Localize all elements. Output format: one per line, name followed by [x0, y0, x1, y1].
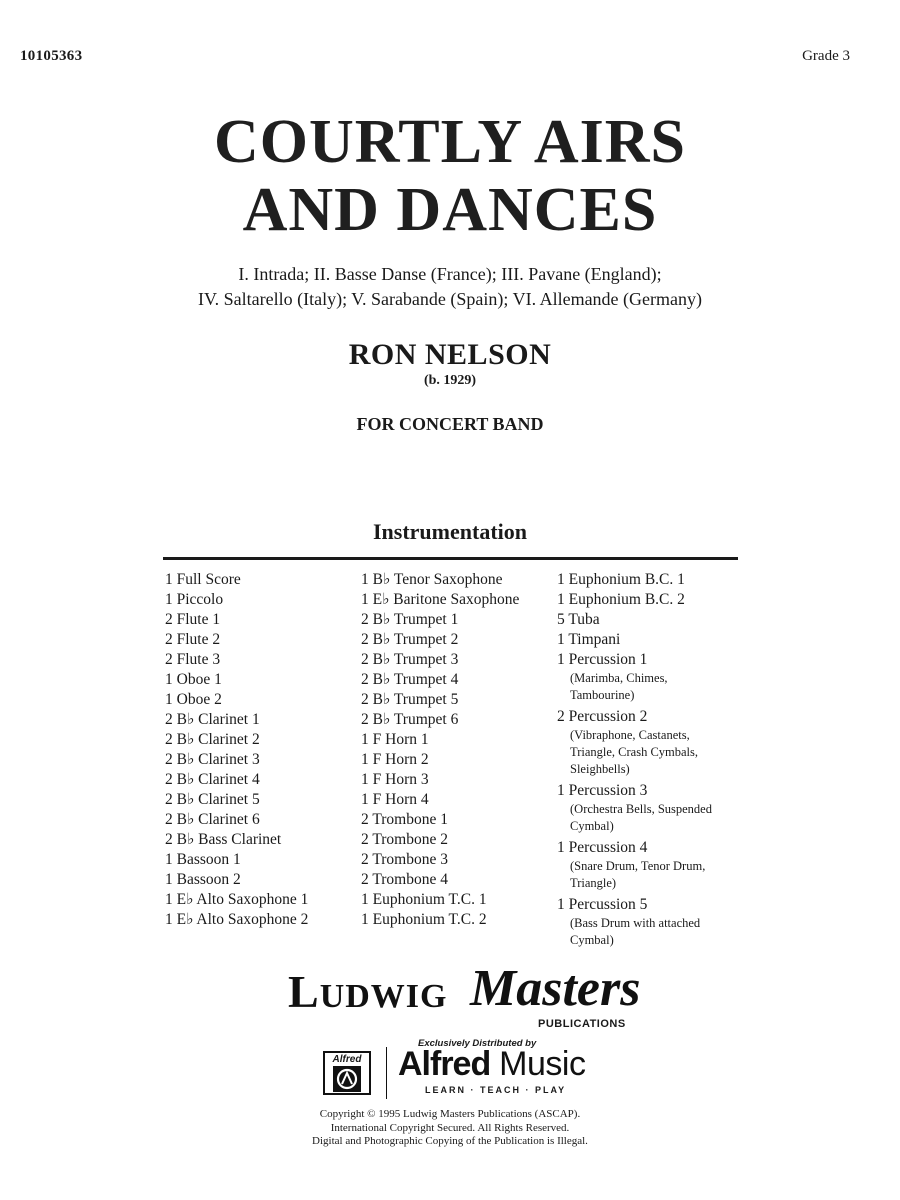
instrument-item: 1 Bassoon 2	[165, 871, 241, 888]
instrument-item: 1 B♭ Tenor Saxophone	[361, 571, 503, 588]
instrument-item: 2 Trombone 1	[361, 811, 448, 828]
instrument-item: 1 Euphonium T.C. 1	[361, 891, 487, 908]
instrument-item: 2 B♭ Clarinet 3	[165, 751, 260, 768]
copyright-line-1: Copyright © 1995 Ludwig Masters Publications (ASCAP).	[319, 1108, 581, 1120]
copyright-notice	[0, 1108, 900, 1149]
movements-line-1: I. Intrada; II. Basse Danse (France); III. Pavane (England);	[238, 264, 662, 284]
ludwig-rest: UDWIG	[319, 978, 448, 1015]
instrument-item: 2 B♭ Trumpet 1	[361, 611, 459, 628]
alfred-music-wordmark	[398, 1045, 585, 1084]
instrument-item: 5 Tuba	[557, 611, 600, 628]
instrument-item: 1 Bassoon 1	[165, 851, 241, 868]
ludwig-wordmark	[288, 967, 447, 1022]
instrument-item: 1 E♭ Alto Saxophone 1	[165, 891, 309, 908]
instrument-item: 2 B♭ Clarinet 5	[165, 791, 260, 808]
instrument-item: 2 B♭ Trumpet 5	[361, 691, 459, 708]
instrument-item: 2 B♭ Clarinet 1	[165, 711, 260, 728]
masters-wordmark: Masters	[470, 960, 641, 1017]
instrument-item: 2 B♭ Clarinet 2	[165, 731, 260, 748]
instrument-item: 1 Percussion 1	[557, 651, 648, 668]
composer-name: RON NELSON	[348, 338, 552, 371]
alfred-emblem-icon	[333, 1066, 361, 1092]
instrument-detail: (Marimba, Chimes, Tambourine)	[570, 671, 668, 702]
grade-level: Grade 3	[802, 48, 850, 64]
instrument-item: 2 Flute 2	[165, 631, 221, 648]
instrument-item: 1 Percussion 4	[557, 839, 648, 856]
instrument-item: 1 F Horn 2	[361, 751, 429, 768]
title-line-1: COURTLY AIRS	[213, 108, 687, 176]
instrument-item: 2 B♭ Bass Clarinet	[165, 831, 282, 848]
instrumentation-column-1	[165, 570, 308, 930]
copyright-line-3: Digital and Photographic Copying of the Publication is Illegal.	[312, 1135, 588, 1147]
instrument-item: 1 Oboe 2	[165, 691, 222, 708]
distributed-by-label: Exclusively Distributed by	[418, 1038, 537, 1049]
publications-label: PUBLICATIONS	[538, 1018, 626, 1030]
instrument-item: 2 B♭ Trumpet 4	[361, 671, 459, 688]
instrument-detail: (Bass Drum with attached Cymbal)	[570, 916, 701, 947]
title-line-2: AND DANCES	[242, 176, 658, 244]
instrument-item: 2 B♭ Trumpet 3	[361, 651, 459, 668]
instrument-item: 1 Timpani	[557, 631, 621, 648]
composer-dates: (b. 1929)	[423, 373, 477, 388]
instrument-item: 1 Percussion 5	[557, 896, 648, 913]
instrument-detail: (Orchestra Bells, Suspended Cymbal)	[570, 802, 712, 833]
instrument-item: 1 E♭ Baritone Saxophone	[361, 591, 520, 608]
instrumentation-column-3	[557, 570, 712, 952]
ludwig-initial: L	[288, 966, 320, 1017]
page-title	[0, 108, 900, 244]
instrument-item: 1 Percussion 3	[557, 782, 648, 799]
instrument-item: 2 Percussion 2	[557, 708, 648, 725]
instrument-item: 1 Full Score	[165, 571, 241, 588]
instrument-item: 1 Oboe 1	[165, 671, 222, 688]
instrument-item: 1 Piccolo	[165, 591, 224, 608]
instrument-item: 2 Trombone 2	[361, 831, 448, 848]
instrument-detail: (Vibraphone, Castanets, Triangle, Crash Cymbals, Sleighbells)	[570, 728, 699, 776]
instrument-item: 2 B♭ Clarinet 4	[165, 771, 260, 788]
logo-divider	[386, 1047, 387, 1099]
ensemble-label: FOR CONCERT BAND	[356, 414, 544, 434]
instrument-item: 1 F Horn 1	[361, 731, 429, 748]
heading-divider	[163, 557, 738, 560]
alfred-box-label: Alfred	[332, 1054, 362, 1065]
instrument-item: 1 Euphonium T.C. 2	[361, 911, 487, 928]
instrument-item: 2 Flute 3	[165, 651, 221, 668]
instrumentation-heading: Instrumentation	[372, 519, 527, 544]
instrument-item: 1 Euphonium B.C. 1	[557, 571, 685, 588]
instrument-item: 2 Trombone 4	[361, 871, 448, 888]
instrument-item: 2 Flute 1	[165, 611, 221, 628]
alfred-logo-icon	[323, 1051, 371, 1095]
copyright-line-2: International Copyright Secured. All Rights Reserved.	[330, 1121, 570, 1134]
instrumentation-column-2	[361, 570, 519, 930]
instrument-item: 2 B♭ Clarinet 6	[165, 811, 260, 828]
movements-list	[0, 262, 900, 312]
catalog-number: 10105363	[20, 48, 83, 64]
instrument-item: 2 Trombone 3	[361, 851, 448, 868]
movements-line-2: IV. Saltarello (Italy); V. Sarabande (Spain); VI. Allemande (Germany)	[197, 289, 703, 309]
alfred-word: Alfred	[398, 1045, 491, 1083]
instrument-item: 1 E♭ Alto Saxophone 2	[165, 911, 309, 928]
instrument-item: 2 B♭ Trumpet 2	[361, 631, 459, 648]
music-word: Music	[490, 1045, 586, 1083]
alfred-tagline: LEARN · TEACH · PLAY	[425, 1085, 567, 1095]
instrument-item: 2 B♭ Trumpet 6	[361, 711, 459, 728]
instrument-item: 1 F Horn 3	[361, 771, 429, 788]
instrument-detail: (Snare Drum, Tenor Drum, Triangle)	[570, 859, 706, 890]
instrument-item: 1 Euphonium B.C. 2	[557, 591, 685, 608]
instrument-item: 1 F Horn 4	[361, 791, 429, 808]
